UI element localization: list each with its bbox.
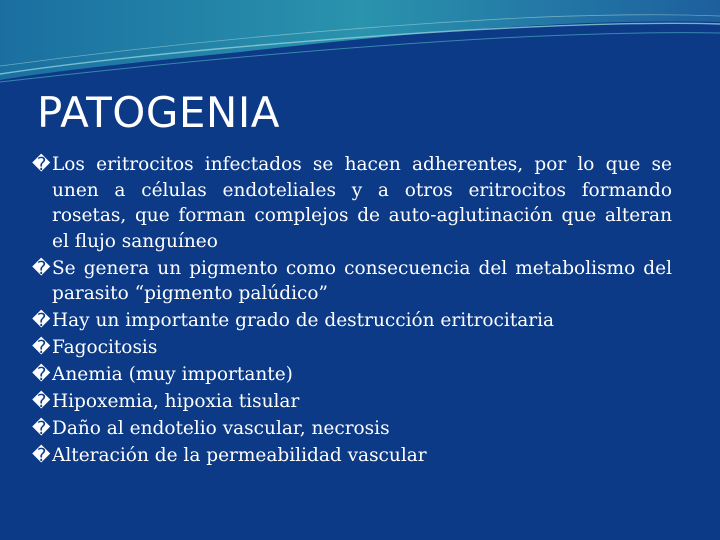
- bullet-icon: �: [32, 417, 51, 439]
- list-item-text: Daño al endotelio vascular, necrosis: [52, 417, 390, 439]
- list-item: [32, 308, 672, 334]
- header-wave-decoration: [0, 0, 720, 90]
- bullet-list: [32, 152, 672, 470]
- list-item-text: Los eritrocitos infectados se hacen adherentes, por lo que se unen a células endoteliales y a otros eritrocitos formando rosetas, que forman complejos de auto-aglutinación que alteran el flujo sanguíneo: [52, 154, 672, 252]
- bullet-icon: �: [32, 337, 51, 359]
- bullet-icon: �: [32, 257, 51, 279]
- bullet-icon: �: [32, 363, 51, 385]
- list-item: [32, 389, 672, 415]
- list-item: [32, 416, 672, 442]
- list-item-text: Hipoxemia, hipoxia tisular: [52, 390, 300, 412]
- slide-title: PATOGENIA: [37, 88, 280, 137]
- list-item: [32, 443, 672, 469]
- list-item-text: Anemia (muy importante): [52, 363, 293, 385]
- list-item: [32, 362, 672, 388]
- list-item-text: Fagocitosis: [52, 337, 158, 359]
- bullet-icon: �: [32, 444, 51, 466]
- list-item: [32, 152, 672, 254]
- list-item-text: Se genera un pigmento como consecuencia del metabolismo del parasito “pigmento palúdico”: [52, 257, 672, 305]
- list-item: [32, 256, 672, 307]
- list-item-text: Hay un importante grado de destrucción eritrocitaria: [52, 310, 555, 332]
- bullet-icon: �: [32, 154, 51, 175]
- bullet-icon: �: [32, 310, 51, 332]
- bullet-icon: �: [32, 390, 51, 412]
- list-item-text: Alteración de la permeabilidad vascular: [52, 444, 427, 466]
- list-item: [32, 335, 672, 361]
